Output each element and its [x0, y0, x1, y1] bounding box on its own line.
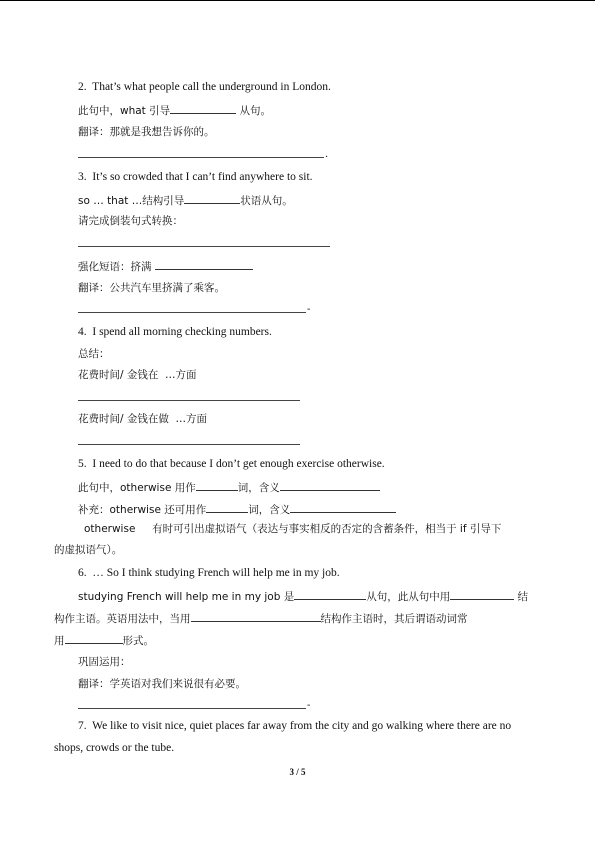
q4-pattern-2-line[interactable]: [78, 444, 300, 445]
q6-clause-blank[interactable]: [294, 588, 366, 600]
q5-supp-pos-blank[interactable]: [206, 501, 248, 513]
q3-sentence: 3. It’s so crowded that I can’t find anywhere to sit.: [78, 171, 313, 183]
q6-answer-line[interactable]: [78, 708, 306, 709]
q5-sentence: 5. I need to do that because I don’t get enough exercise otherwise.: [78, 458, 385, 470]
q7-sentence-line-2: shops, crowds or the tube.: [54, 742, 175, 754]
q2-answer-line[interactable]: [78, 157, 324, 158]
q3-phrase: 强化短语：挤满: [78, 258, 253, 274]
q5-note: 此句中，otherwise 用作 词，含义: [78, 479, 380, 495]
q3-note: so … that …结构引导 状语从句。: [78, 192, 293, 208]
q6-note-2: 构作主语。英语用法中，当用 结构作主语时，其后谓语动词常: [54, 610, 468, 626]
q5-subjunctive-line-1: otherwise 有时可引出虚拟语气（表达与事实相反的否定的含蓄条件，相当于 if 引导下: [84, 523, 502, 535]
q6-translation-prompt: 翻译：学英语对我们来说很有必要。: [78, 678, 246, 690]
q4-summary: 总结：: [78, 348, 110, 360]
q5-supplement: 补充：otherwise 还可用作 词，含义: [78, 501, 396, 517]
q3-inversion-line[interactable]: [78, 246, 330, 247]
q5-supp-meaning-blank[interactable]: [290, 501, 396, 513]
q2-answer-end: .: [325, 149, 329, 160]
top-rule: [0, 0, 595, 1]
q3-inversion-prompt: 请完成倒装句式转换：: [78, 215, 183, 227]
q4-sentence: 4. I spend all morning checking numbers.: [78, 326, 272, 338]
q3-blank[interactable]: [184, 192, 240, 204]
q4-pattern-1-line[interactable]: [78, 400, 300, 401]
q6-sentence: 6. … So I think studying French will help me in my job.: [78, 567, 340, 579]
q6-verb-form-blank[interactable]: [65, 632, 123, 644]
q7-sentence-line-1: 7. We like to visit nice, quiet places far away from the city and go walking where there are no: [78, 720, 512, 732]
q5-meaning-blank[interactable]: [280, 479, 380, 491]
q3-answer-line[interactable]: [78, 312, 306, 313]
page-number: 3 / 5: [289, 767, 306, 777]
q6-practice: 巩固运用：: [78, 656, 131, 668]
q2-blank[interactable]: [170, 102, 236, 114]
q5-subjunctive-line-2: 的虚拟语气）。: [54, 544, 123, 556]
q4-pattern-1: 花费时间/ 金钱在 …方面: [78, 369, 197, 381]
q2-sentence: 2. That’s what people call the underground in London.: [78, 81, 331, 93]
q2-translation-prompt: 翻译：那就是我想告诉你的。: [78, 126, 215, 138]
q3-translation-prompt: 翻译：公共汽车里挤满了乘客。: [78, 282, 225, 294]
q6-subject-structure-blank[interactable]: [191, 610, 321, 622]
q6-note-1: studying French will help me in my job 是 从句，此从句中用 结: [78, 588, 528, 604]
q5-pos-blank[interactable]: [196, 479, 238, 491]
q6-note-3: 用 形式。: [54, 632, 154, 648]
q6-answer-end: -: [307, 700, 311, 711]
q3-answer-end: -: [307, 304, 311, 315]
q4-pattern-2: 花费时间/ 金钱在做 …方面: [78, 413, 208, 425]
q3-phrase-blank[interactable]: [155, 258, 253, 270]
q6-structure-blank[interactable]: [450, 588, 514, 600]
q2-note: 此句中，what 引导 从句。: [78, 102, 271, 118]
